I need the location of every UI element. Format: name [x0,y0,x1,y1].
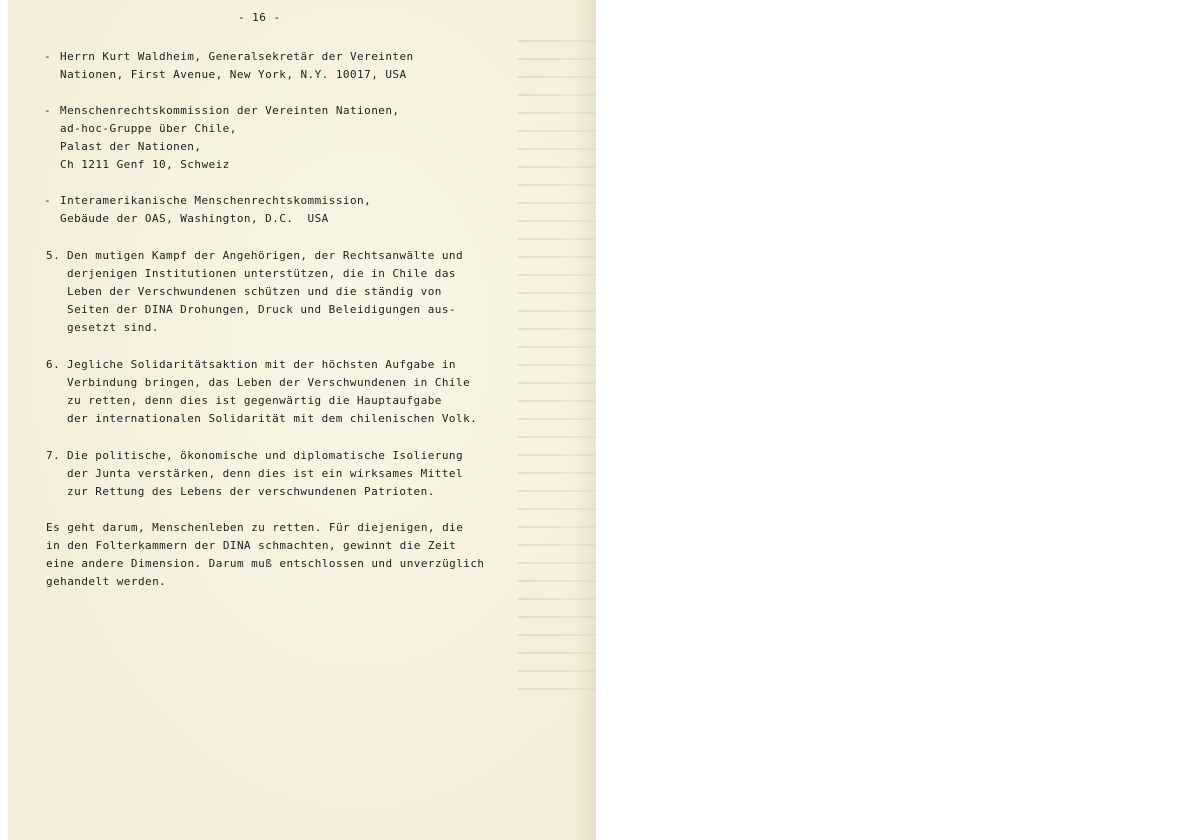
point-line: derjenigen Institutionen unterstützen, die in Chile das [67,267,456,280]
address-line: Herrn Kurt Waldheim, Generalsekretär der Vereinten [60,50,414,63]
address-line: Menschenrechtskommission der Vereinten Nationen, [60,104,400,117]
paragraph-line: gehandelt werden. [46,575,167,588]
page-number: - 16 - [238,11,281,24]
list-dash: - [44,194,52,207]
list-dash: - [44,104,52,117]
address-line: Palast der Nationen, [60,140,202,153]
paragraph-line: eine andere Dimension. Darum muß entschlossen und unverzüglich [46,557,485,570]
point-line: gesetzt sind. [67,321,159,334]
bleed-through-text [518,40,596,700]
point-line: Die politische, ökonomische und diplomatische Isolierung [67,449,464,462]
point-line: der Junta verstärken, denn dies ist ein wirksames Mittel [67,467,464,480]
paragraph-line: Es geht darum, Menschenleben zu retten. Für diejenigen, die [46,521,464,534]
address-line: Interamerikanische Menschenrechtskommission, [60,194,372,207]
point-line: Den mutigen Kampf der Angehörigen, der Rechtsanwälte und [67,249,464,262]
point-number: 5. [46,249,61,262]
address-line: ad-hoc-Gruppe über Chile, [60,122,237,135]
address-line: Ch 1211 Genf 10, Schweiz [60,158,230,171]
address-line: Gebäude der OAS, Washington, D.C. USA [60,212,329,225]
point-line: zur Rettung des Lebens der verschwundenen Patrioten. [67,485,435,498]
point-line: der internationalen Solidarität mit dem chilenischen Volk. [67,412,478,425]
paragraph-line: in den Folterkammern der DINA schmachten, gewinnt die Zeit [46,539,457,552]
list-dash: - [44,50,52,63]
point-number: 6. [46,358,61,371]
point-line: Verbindung bringen, das Leben der Verschwundenen in Chile [67,376,471,389]
point-line: Seiten der DINA Drohungen, Druck und Beleidigungen aus- [67,303,456,316]
point-line: Jegliche Solidaritätsaktion mit der höchsten Aufgabe in [67,358,456,371]
point-line: zu retten, denn dies ist gegenwärtig die Hauptaufgabe [67,394,442,407]
document-page [8,0,596,840]
point-number: 7. [46,449,61,462]
point-line: Leben der Verschwundenen schützen und die ständig von [67,285,442,298]
address-line: Nationen, First Avenue, New York, N.Y. 10017, USA [60,68,407,81]
